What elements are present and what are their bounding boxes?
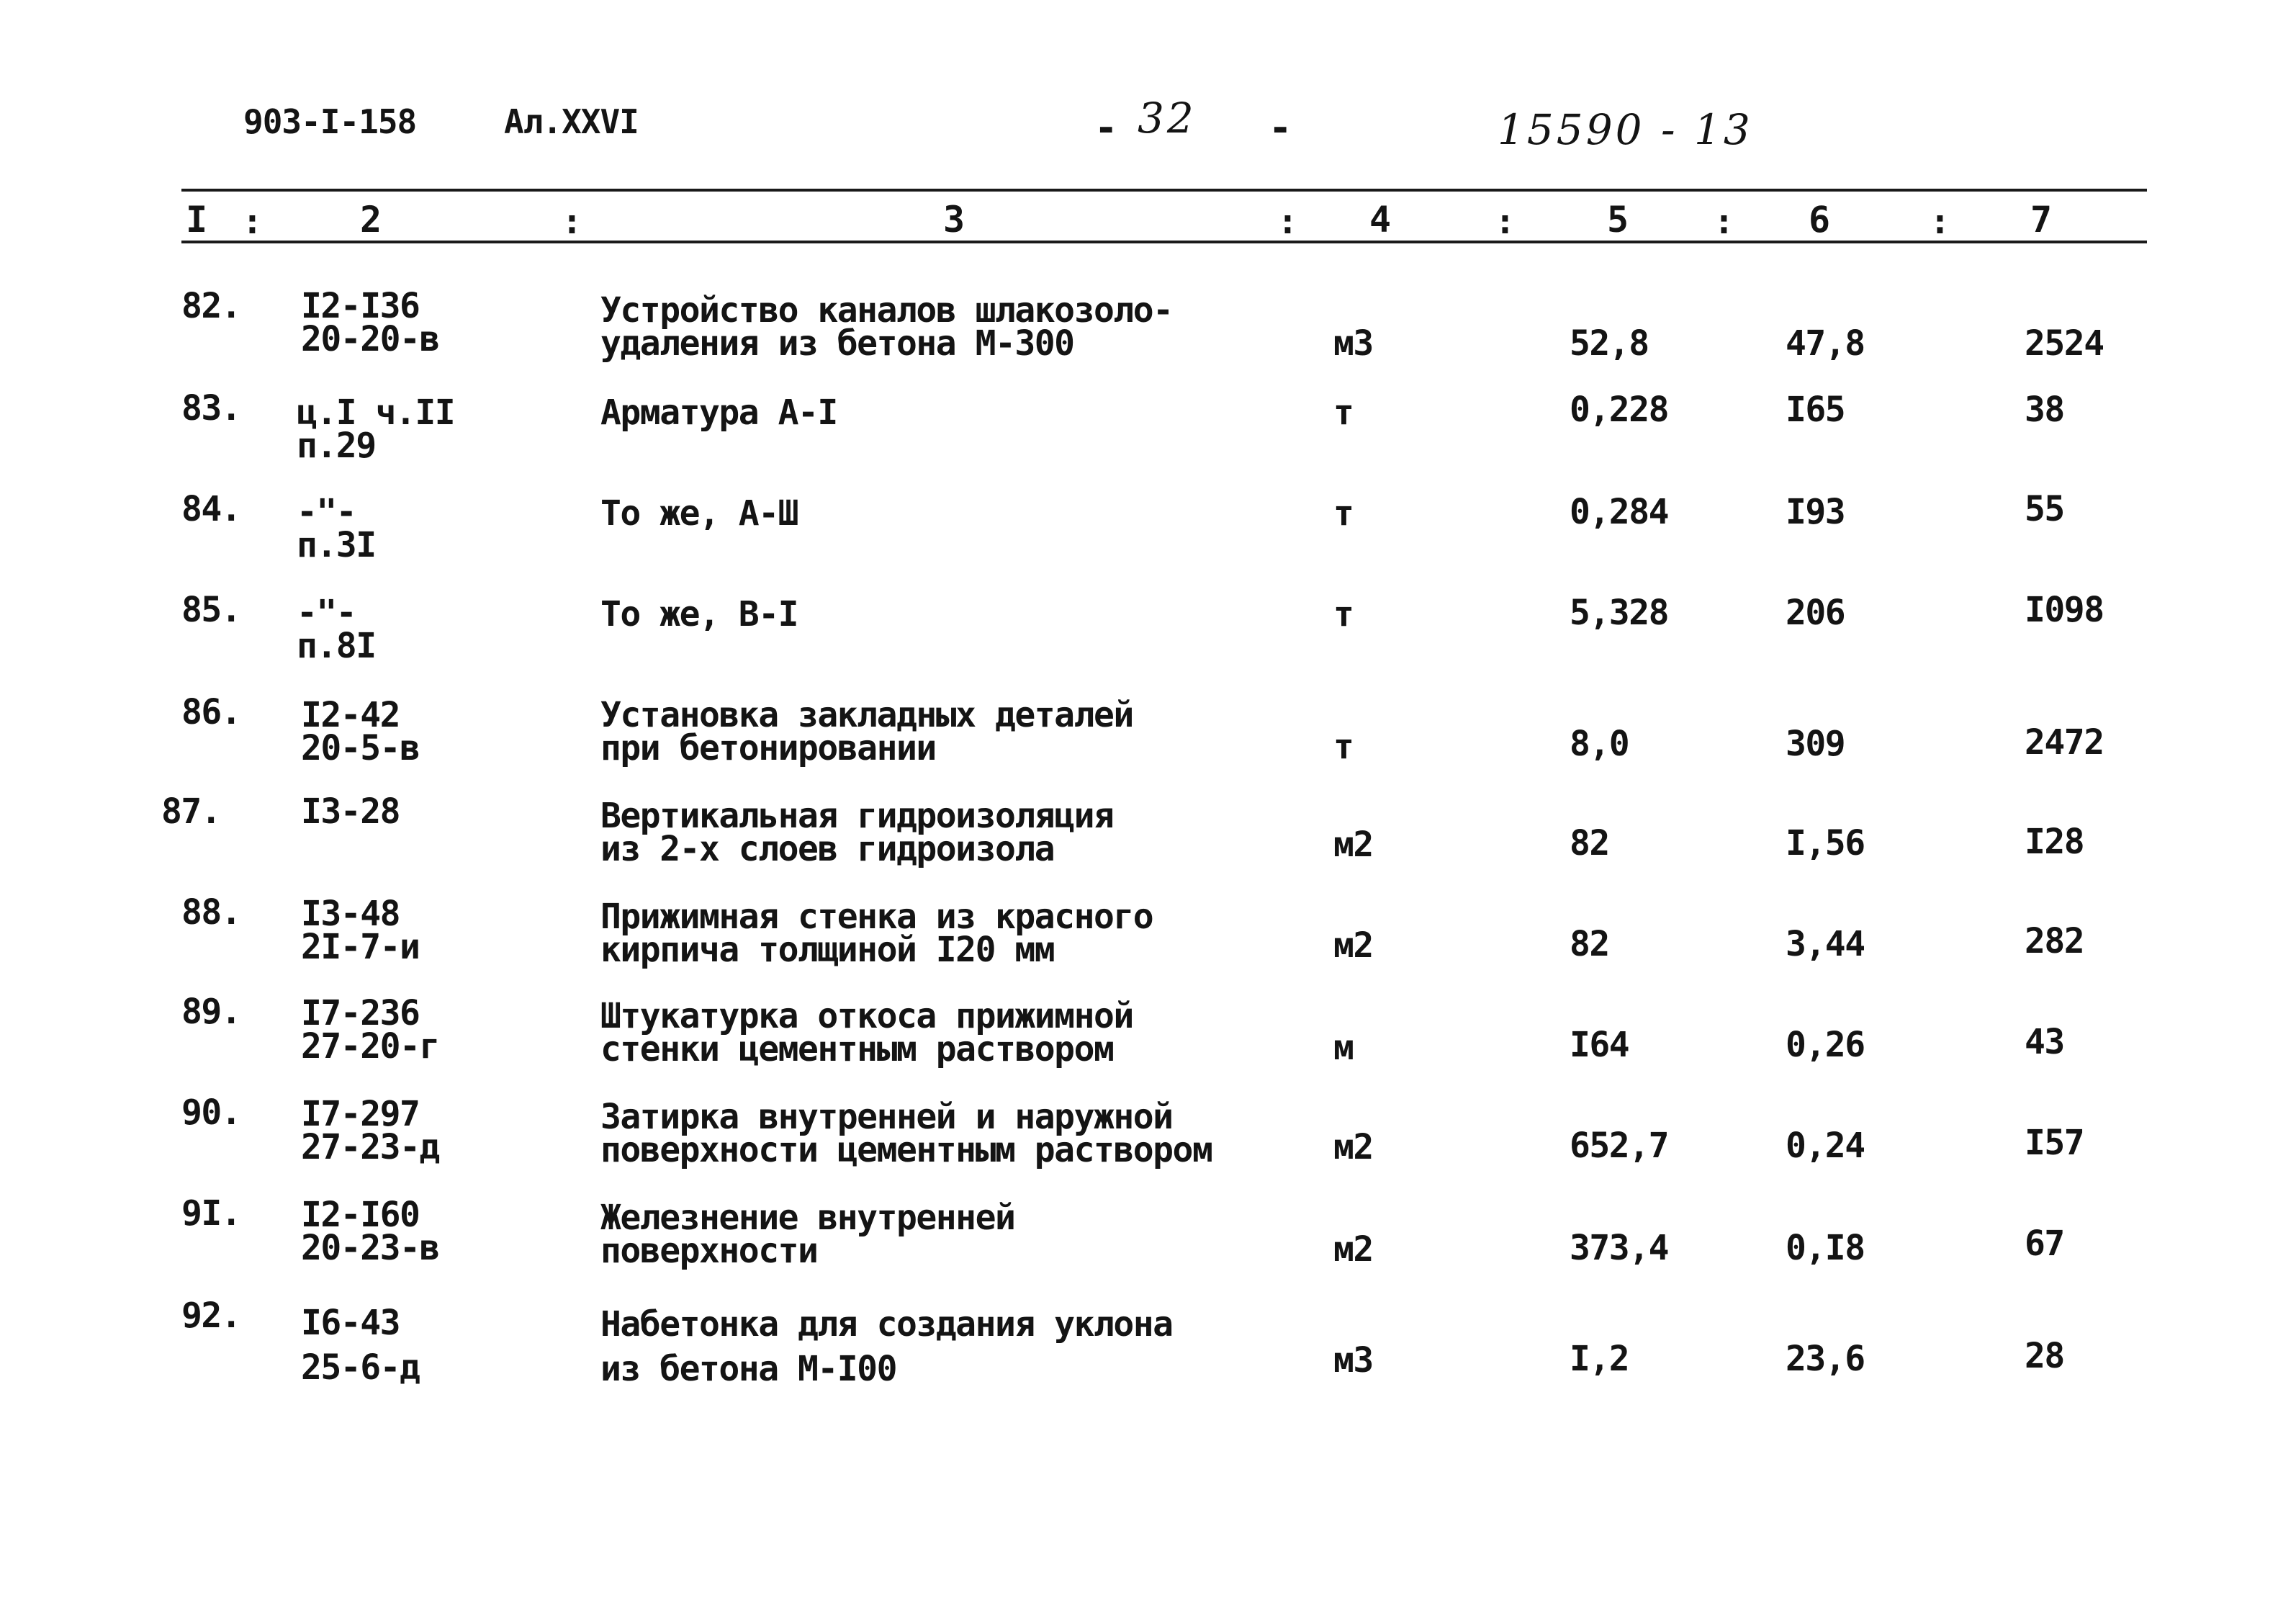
unit: м3 (1333, 1340, 1373, 1381)
work-description: Набетонка для создания уклона из бетона М-I00 (600, 1304, 1173, 1389)
quantity: 0,228 (1570, 390, 1668, 430)
table-header-rule (181, 241, 2147, 243)
page-number-dash-right: - (1269, 105, 1292, 151)
total-cost: 67 (2025, 1224, 2064, 1264)
work-description: Установка закладных деталей при бетонировании (600, 695, 1133, 768)
quantity: I64 (1570, 1025, 1629, 1065)
unit: м3 (1333, 323, 1373, 364)
total-cost: 28 (2025, 1336, 2064, 1376)
total-cost: 282 (2025, 921, 2084, 961)
column-header-1: I (186, 199, 208, 241)
norm-code: I3-48 2I-7-и (301, 894, 420, 967)
row-number: 87. (161, 791, 221, 832)
unit-price: I93 (1786, 492, 1845, 532)
column-header-5: 5 (1607, 199, 1629, 241)
work-description: Прижимная стенка из красного кирпича толщиной I20 мм (600, 897, 1153, 970)
page-number: 32 (1138, 94, 1197, 143)
work-description: Железнение внутренней поверхности (600, 1198, 1015, 1271)
quantity: 5,328 (1570, 593, 1668, 633)
column-header-6: 6 (1809, 199, 1831, 241)
row-number: 82. (181, 286, 241, 326)
unit: т (1333, 493, 1354, 534)
total-cost: I28 (2025, 822, 2084, 862)
column-header-7: 7 (2030, 199, 2053, 241)
row-number: 9I. (181, 1193, 241, 1234)
quantity: 52,8 (1570, 323, 1649, 364)
quantity: 82 (1570, 924, 1609, 964)
norm-code: I2-42 20-5-в (301, 695, 420, 768)
row-number: 92. (181, 1296, 241, 1336)
unit: т (1333, 392, 1354, 433)
norm-code: I6-43 25-6-д (301, 1303, 420, 1388)
norm-code: I7-297 27-23-д (301, 1094, 439, 1167)
unit-price: 0,24 (1786, 1126, 1865, 1166)
total-cost: I098 (2025, 590, 2104, 630)
row-number: 90. (181, 1092, 241, 1133)
total-cost: 2524 (2025, 323, 2104, 364)
page-number-dash-left: - (1094, 105, 1118, 151)
unit-price: 47,8 (1786, 323, 1865, 364)
unit-price: I65 (1786, 390, 1845, 430)
unit: м (1333, 1028, 1354, 1068)
norm-code: I7-236 27-20-г (301, 993, 439, 1067)
column-separator: : (1930, 202, 1950, 242)
total-cost: I57 (2025, 1123, 2084, 1163)
column-separator: : (562, 202, 582, 242)
quantity: I,2 (1570, 1339, 1629, 1379)
row-number: 89. (181, 992, 241, 1032)
total-cost: 55 (2025, 489, 2064, 529)
column-separator: : (1714, 202, 1734, 242)
row-number: 85. (181, 590, 241, 630)
unit-price: 0,26 (1786, 1025, 1865, 1065)
unit: м2 (1333, 1127, 1373, 1167)
norm-code: I2-I60 20-23-в (301, 1195, 439, 1268)
column-separator: : (1495, 202, 1516, 242)
sheet-code: 15590 - 13 (1498, 105, 1753, 154)
total-cost: 38 (2025, 390, 2064, 430)
table-top-rule (181, 189, 2147, 192)
unit: м2 (1333, 1229, 1373, 1270)
quantity: 373,4 (1570, 1228, 1668, 1268)
doc-code: 903-I-158 (243, 102, 417, 141)
row-number: 88. (181, 892, 241, 933)
norm-code: I3-28 (301, 791, 400, 832)
column-header-2: 2 (360, 199, 382, 241)
work-description: Затирка внутренней и наружной поверхности цементным раствором (600, 1097, 1212, 1170)
album-number: Ал.XXVI (504, 102, 639, 141)
work-description: Штукатурка откоса прижимной стенки цементным раствором (600, 996, 1133, 1069)
row-number: 84. (181, 489, 241, 529)
column-separator: : (1277, 202, 1298, 242)
unit-price: I,56 (1786, 823, 1865, 863)
norm-code: -"- п.3I (297, 492, 376, 565)
work-description: То же, В-I (600, 594, 798, 634)
norm-code: ц.I ч.II п.29 (297, 392, 455, 466)
column-header-3: 3 (943, 199, 965, 241)
quantity: 0,284 (1570, 492, 1668, 532)
unit: м2 (1333, 925, 1373, 966)
quantity: 652,7 (1570, 1126, 1668, 1166)
quantity: 82 (1570, 823, 1609, 863)
unit-price: 0,I8 (1786, 1228, 1865, 1268)
unit: т (1333, 594, 1354, 634)
quantity: 8,0 (1570, 724, 1629, 764)
column-separator: : (242, 202, 263, 242)
row-number: 86. (181, 692, 241, 732)
total-cost: 43 (2025, 1022, 2064, 1062)
unit-price: 23,6 (1786, 1339, 1865, 1379)
unit: т (1333, 727, 1354, 767)
unit-price: 206 (1786, 593, 1845, 633)
row-number: 83. (181, 388, 241, 428)
unit: м2 (1333, 825, 1373, 865)
work-description: Арматура А-I (600, 392, 837, 433)
norm-code: -"- п.8I (297, 593, 376, 666)
total-cost: 2472 (2025, 722, 2104, 763)
work-description: То же, А-Ш (600, 493, 798, 534)
work-description: Устройство каналов шлакозоло- удаления из бетона М-300 (600, 290, 1173, 364)
unit-price: 309 (1786, 724, 1845, 764)
norm-code: I2-I36 20-20-в (301, 286, 439, 359)
column-header-4: 4 (1369, 199, 1392, 241)
work-description: Вертикальная гидроизоляция из 2-х слоев гидроизола (600, 796, 1114, 869)
unit-price: 3,44 (1786, 924, 1865, 964)
